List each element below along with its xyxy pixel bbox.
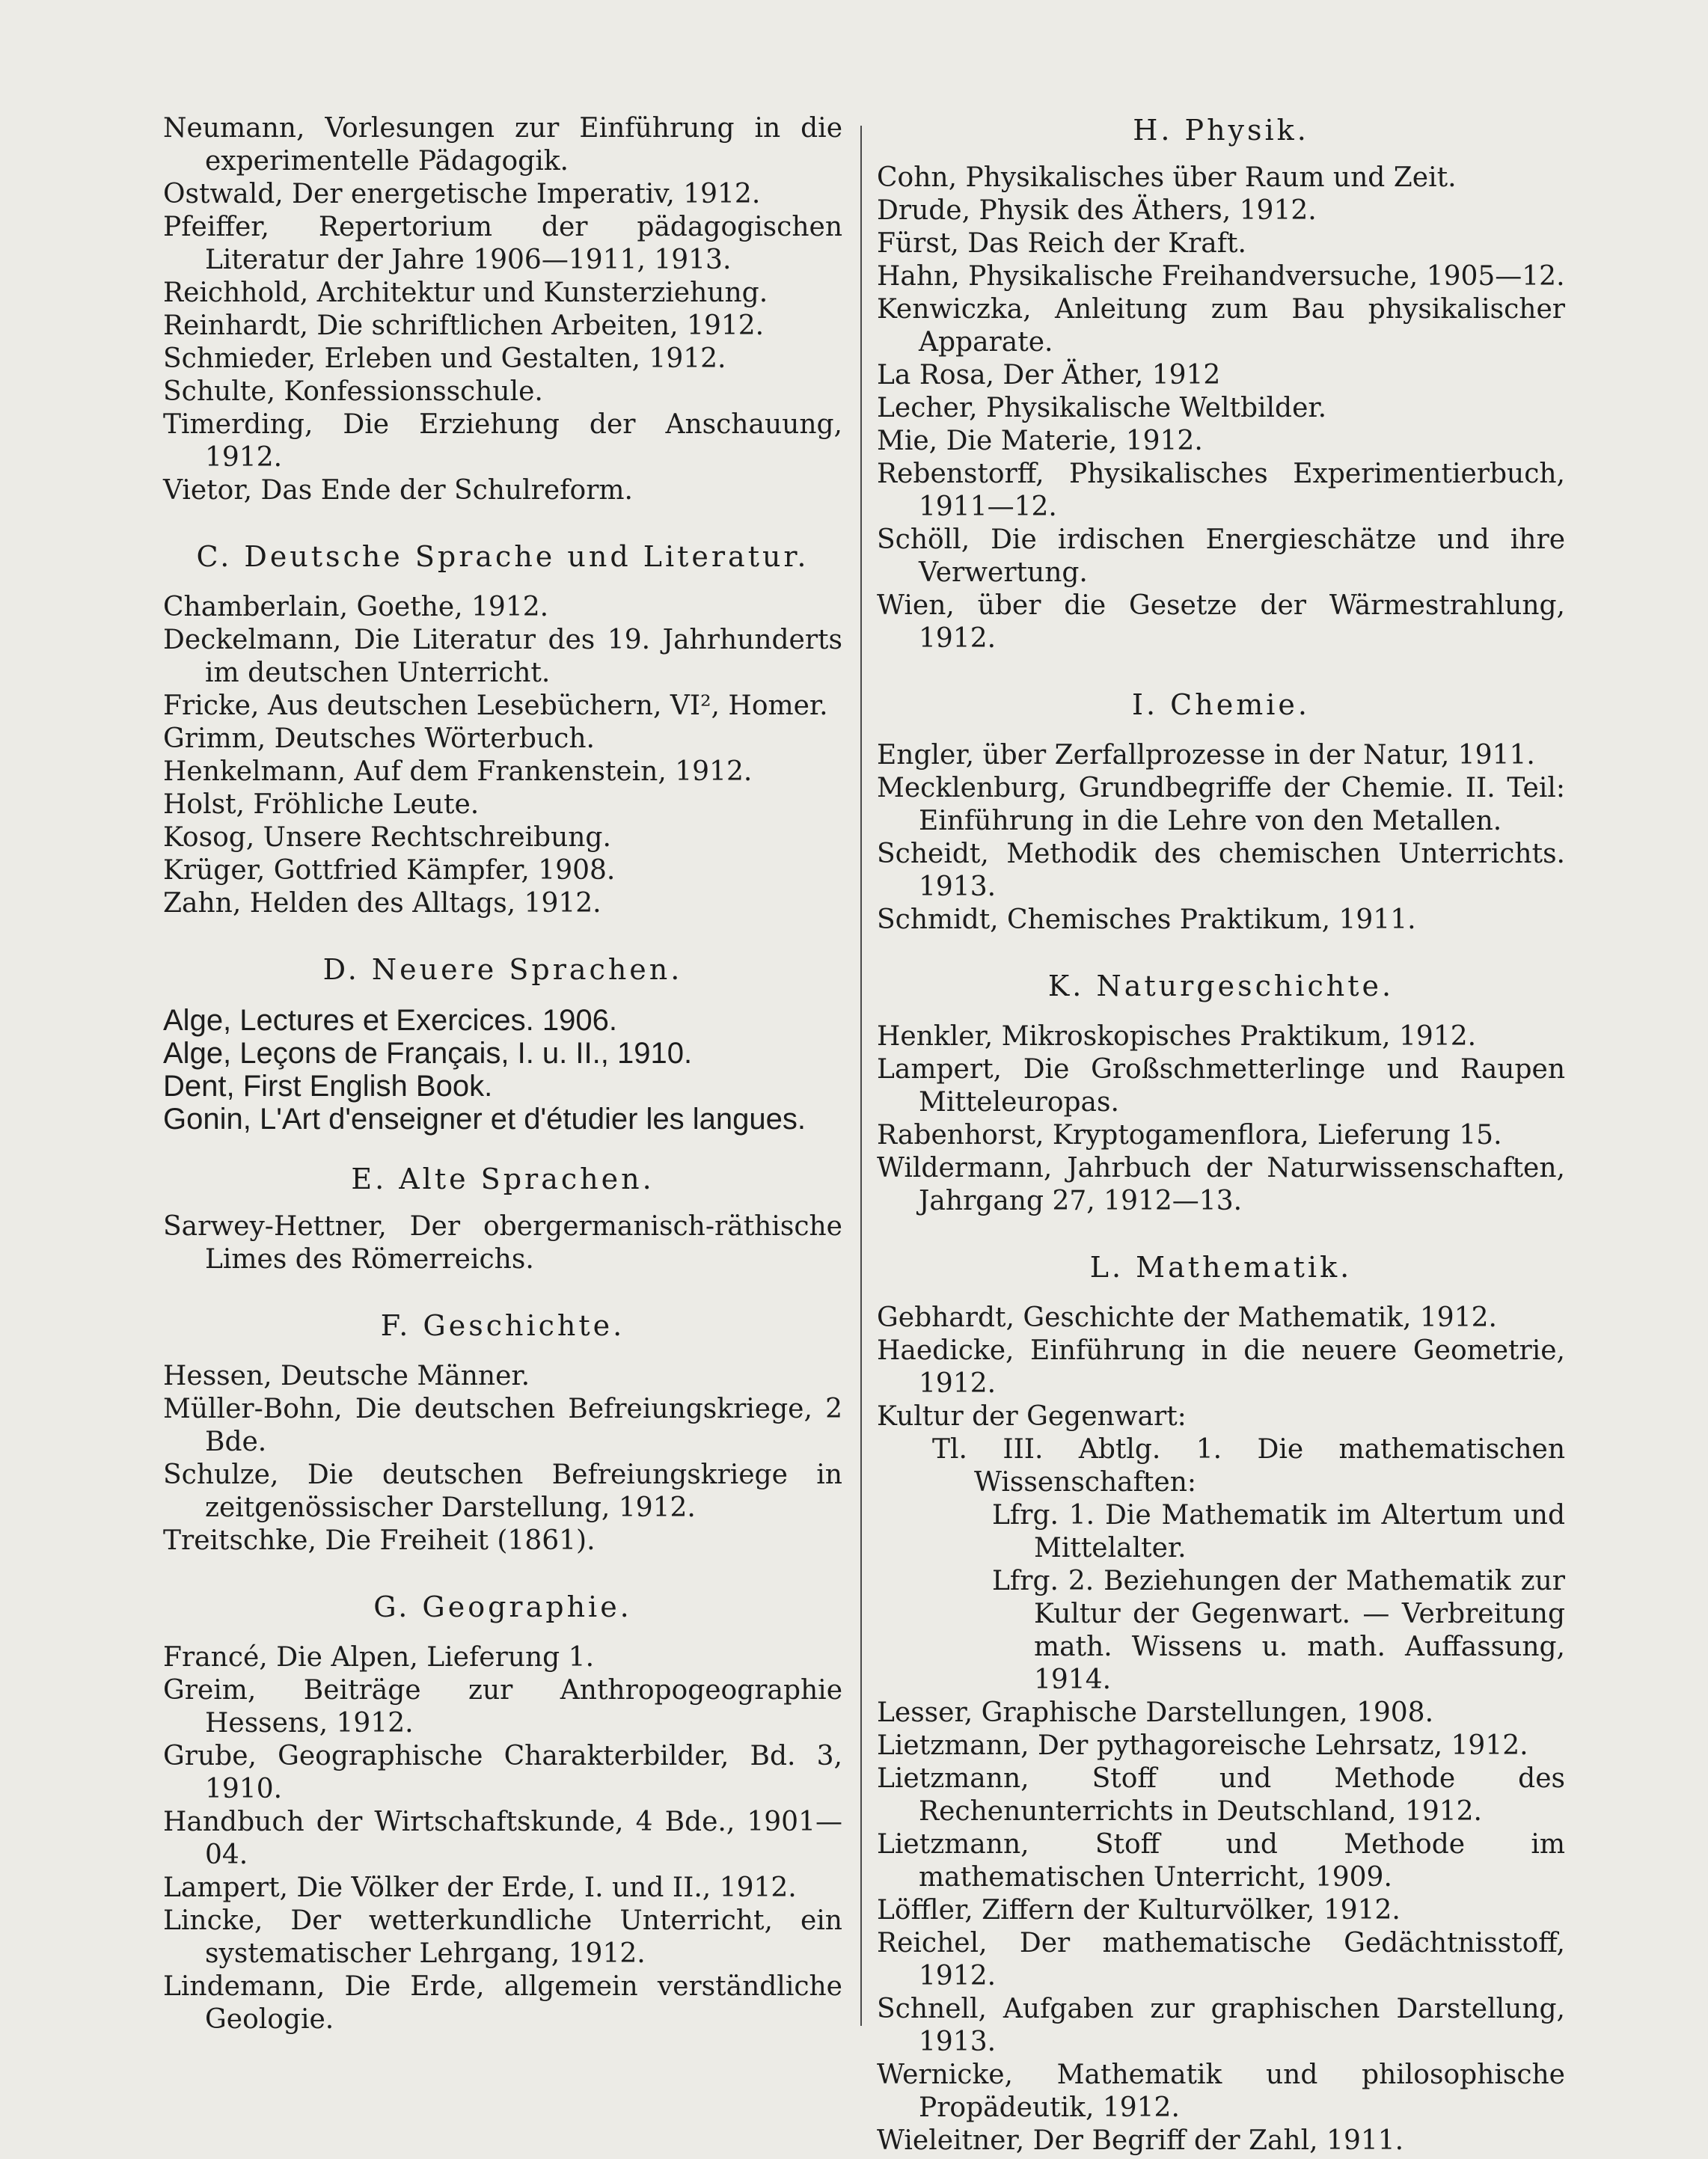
- entry: Lincke, Der wetterkundliche Unterricht, ein systematischer Lehrgang, 1912.: [163, 1905, 842, 1969]
- entry: Schmidt, Chemisches Praktikum, 1911.: [877, 904, 1416, 935]
- entry: Treitschke, Die Freiheit (1861).: [163, 1525, 596, 1556]
- entry: Alge, Lectures et Exercices. 1906.: [163, 1004, 617, 1037]
- entry: Hessen, Deutsche Männer.: [163, 1361, 530, 1391]
- entry: Greim, Beiträge zur Anthropogeographie Hessens, 1912.: [163, 1675, 842, 1739]
- entry: Zahn, Helden des Alltags, 1912.: [163, 888, 602, 919]
- left-column: [163, 112, 842, 2036]
- entry: Lietzmann, Stoff und Methode im mathematischen Unterricht, 1909.: [877, 1829, 1565, 1893]
- entry: Gonin, L'Art d'enseigner et d'étudier les langues.: [163, 1103, 806, 1136]
- entry: Löffler, Ziffern der Kulturvölker, 1912.: [877, 1895, 1401, 1926]
- section-heading-h: H. Physik.: [1133, 114, 1309, 147]
- section-heading-c: C. Deutsche Sprache und Literatur.: [196, 540, 809, 573]
- entry: Kultur der Gegenwart:: [877, 1401, 1187, 1432]
- entry: Sarwey-Hettner, Der obergermanisch-räthische Limes des Römerreichs.: [163, 1211, 842, 1275]
- entry: Rebenstorff, Physikalisches Experimentierbuch, 1911—12.: [877, 459, 1565, 522]
- entry: Kosog, Unsere Rechtschreibung.: [163, 822, 611, 853]
- entry: Haedicke, Einführung in die neuere Geometrie, 1912.: [877, 1335, 1565, 1399]
- entry: Wien, über die Gesetze der Wärmestrahlung, 1912.: [877, 590, 1565, 654]
- entry: Hahn, Physikalische Freihandversuche, 1905—12.: [877, 261, 1565, 292]
- entry: Francé, Die Alpen, Lieferung 1.: [163, 1642, 595, 1673]
- section-heading-i: I. Chemie.: [1132, 688, 1310, 721]
- entry: Cohn, Physikalisches über Raum und Zeit.: [877, 162, 1457, 193]
- entry: Mie, Die Materie, 1912.: [877, 426, 1203, 456]
- entry: Rabenhorst, Kryptogamenflora, Lieferung 15.: [877, 1120, 1502, 1151]
- entry: Pfeiffer, Repertorium der pädagogischen Literatur der Jahre 1906—1911, 1913.: [163, 212, 842, 275]
- entry: Deckelmann, Die Literatur des 19. Jahrhunderts im deutschen Unterricht.: [163, 625, 842, 688]
- entry: Schulze, Die deutschen Befreiungskriege in zeitgenössischer Darstellung, 1912.: [163, 1460, 842, 1523]
- section-heading-e: E. Alte Sprachen.: [351, 1163, 655, 1195]
- sub-entry: Tl. III. Abtlg. 1. Die mathematischen Wissenschaften:: [932, 1434, 1565, 1498]
- entry: Lampert, Die Großschmetterlinge und Raupen Mitteleuropas.: [877, 1054, 1565, 1118]
- entry: Mecklenburg, Grundbegriffe der Chemie. II. Teil: Einführung in die Lehre von den Metallen.: [877, 773, 1565, 836]
- entry: Scheidt, Methodik des chemischen Unterrichts. 1913.: [877, 839, 1565, 902]
- entry: Lecher, Physikalische Weltbilder.: [877, 393, 1327, 423]
- sub-entry: Lfrg. 2. Beziehungen der Mathematik zur Kultur der Gegenwart. — Verbreitung math. Wissens u. math. Auffassung, 1914.: [992, 1566, 1565, 1695]
- entry: Vietor, Das Ende der Schulreform.: [163, 475, 633, 506]
- entry: Lietzmann, Stoff und Methode des Rechenunterrichts in Deutschland, 1912.: [877, 1763, 1565, 1827]
- section-heading-l: L. Mathematik.: [1089, 1251, 1353, 1284]
- entry: Engler, über Zerfallprozesse in der Natur, 1911.: [877, 740, 1535, 771]
- entry: Holst, Fröhliche Leute.: [163, 789, 480, 820]
- section-heading-d: D. Neuere Sprachen.: [322, 953, 683, 986]
- entry: Grube, Geographische Charakterbilder, Bd. 3, 1910.: [163, 1741, 842, 1804]
- entry: Henkelmann, Auf dem Frankenstein, 1912.: [163, 756, 753, 787]
- entry: Dent, First English Book.: [163, 1070, 493, 1103]
- entry: Chamberlain, Goethe, 1912.: [163, 592, 549, 622]
- entry: Müller-Bohn, Die deutschen Befreiungskriege, 2 Bde.: [163, 1394, 842, 1457]
- entry: Lesser, Graphische Darstellungen, 1908.: [877, 1697, 1434, 1728]
- entry: Fricke, Aus deutschen Lesebüchern, VI², Homer.: [163, 690, 828, 721]
- entry: Kenwiczka, Anleitung zum Bau physikalischer Apparate.: [877, 294, 1565, 358]
- entry: Schnell, Aufgaben zur graphischen Darstellung, 1913.: [877, 1994, 1565, 2057]
- entry: Krüger, Gottfried Kämpfer, 1908.: [163, 855, 616, 886]
- entry: Ostwald, Der energetische Imperativ, 1912.: [163, 179, 761, 209]
- entry: Wernicke, Mathematik und philosophische Propädeutik, 1912.: [877, 2060, 1565, 2123]
- entry: Reinhardt, Die schriftlichen Arbeiten, 1912.: [163, 310, 765, 341]
- entry: Fürst, Das Reich der Kraft.: [877, 228, 1246, 259]
- section-heading-k: K. Naturgeschichte.: [1047, 970, 1395, 1002]
- entry: Schmieder, Erleben und Gestalten, 1912.: [163, 343, 726, 374]
- entry: Schulte, Konfessionsschule.: [163, 376, 543, 407]
- entry: Timerding, Die Erziehung der Anschauung, 1912.: [163, 409, 842, 473]
- entry: Reichel, Der mathematische Gedächtnisstoff, 1912.: [877, 1928, 1565, 1991]
- entry: Lietzmann, Der pythagoreische Lehrsatz, 1912.: [877, 1730, 1528, 1761]
- entry: Gebhardt, Geschichte der Mathematik, 1912.: [877, 1302, 1497, 1333]
- entry: Wieleitner, Der Begriff der Zahl, 1911.: [877, 2125, 1404, 2156]
- entry: Grimm, Deutsches Wörterbuch.: [163, 723, 595, 754]
- section-heading-g: G. Geographie.: [373, 1590, 632, 1623]
- right-column: [877, 112, 1565, 2158]
- sub-entry: Lfrg. 1. Die Mathematik im Altertum und Mittelalter.: [992, 1500, 1565, 1564]
- entry: Wildermann, Jahrbuch der Naturwissenschaften, Jahrgang 27, 1912—13.: [877, 1153, 1565, 1216]
- entry: Reichhold, Architektur und Kunsterziehung.: [163, 278, 768, 308]
- entry: Drude, Physik des Äthers, 1912.: [877, 195, 1317, 226]
- entry: Alge, Leçons de Français, I. u. II., 1910.: [163, 1037, 693, 1070]
- entry: Neumann, Vorlesungen zur Einführung in die experimentelle Pädagogik.: [163, 113, 842, 177]
- entry: La Rosa, Der Äther, 1912: [877, 360, 1221, 391]
- entry: Schöll, Die irdischen Energieschätze und ihre Verwertung.: [877, 524, 1565, 588]
- entry: Lampert, Die Völker der Erde, I. und II., 1912.: [163, 1872, 797, 1903]
- entry: Handbuch der Wirtschaftskunde, 4 Bde., 1901—04.: [163, 1807, 842, 1870]
- section-heading-f: F. Geschichte.: [380, 1309, 625, 1342]
- entry: Henkler, Mikroskopisches Praktikum, 1912.: [877, 1021, 1477, 1052]
- entry: Lindemann, Die Erde, allgemein verständliche Geologie.: [163, 1971, 842, 2035]
- column-divider: [860, 126, 862, 2026]
